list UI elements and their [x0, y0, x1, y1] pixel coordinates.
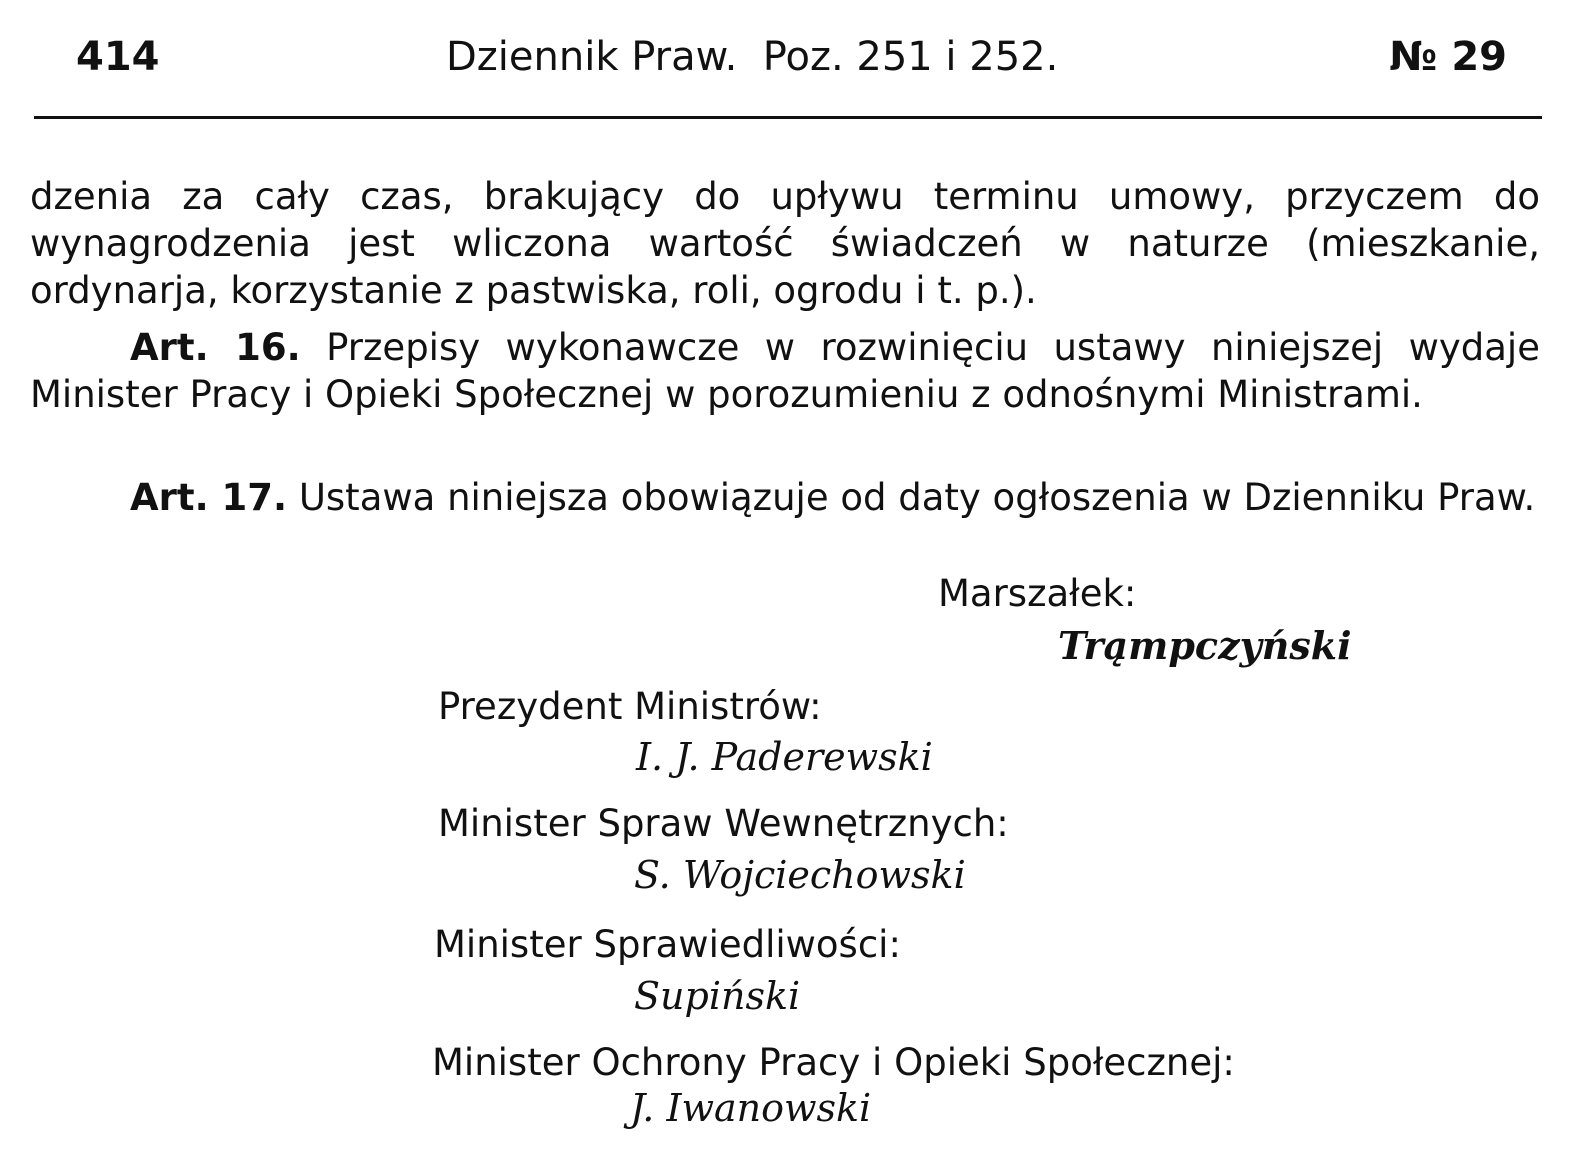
- signature-title-labour: Minister Ochrony Pracy i Opieki Społecznej:: [432, 1041, 1235, 1084]
- signature-title-justice: Minister Sprawiedliwości:: [434, 923, 901, 966]
- signature-name-interior: S. Wojciechowski: [634, 853, 966, 897]
- paragraph-text: dzenia za cały czas, brakujący do upływu terminu umowy, przyczem do wynagrodzenia jest wliczona wartość świadczeń w naturze (mieszkanie, ordynarja, korzystanie z pastwiska, roli, ogrodu i t. p.).: [30, 175, 1540, 312]
- signature-name-justice: Supiński: [634, 974, 801, 1018]
- paragraph-continuation: [30, 173, 1540, 314]
- article-label: Art. 17.: [130, 476, 288, 519]
- article-text: Przepisy wykonawcze w rozwinięciu ustawy niniejszej wydaje Minister Pracy i Opieki Społecznej w porozumieniu z odnośnymi Ministrami.: [30, 326, 1540, 416]
- signature-title-marshal: Marszałek:: [938, 572, 1137, 615]
- signature-title-interior: Minister Spraw Wewnętrznych:: [438, 802, 1009, 845]
- article-17: [30, 474, 1540, 521]
- article-text: Ustawa niniejsza obowiązuje od daty ogłoszenia w Dzienniku Praw.: [298, 476, 1536, 519]
- article-16: [30, 324, 1540, 418]
- issue-number: № 29: [1389, 34, 1507, 80]
- signature-name-marshal: Trąmpczyński: [1058, 623, 1352, 668]
- journal-title: Dziennik Praw. Poz. 251 i 252.: [446, 34, 1059, 80]
- signature-title-prime-minister: Prezydent Ministrów:: [438, 685, 822, 728]
- signature-name-labour: J. Iwanowski: [630, 1086, 872, 1130]
- article-label: Art. 16.: [130, 326, 301, 369]
- page-number: 414: [76, 34, 160, 80]
- signature-name-prime-minister: I. J. Paderewski: [636, 735, 933, 779]
- header-divider: [34, 116, 1542, 119]
